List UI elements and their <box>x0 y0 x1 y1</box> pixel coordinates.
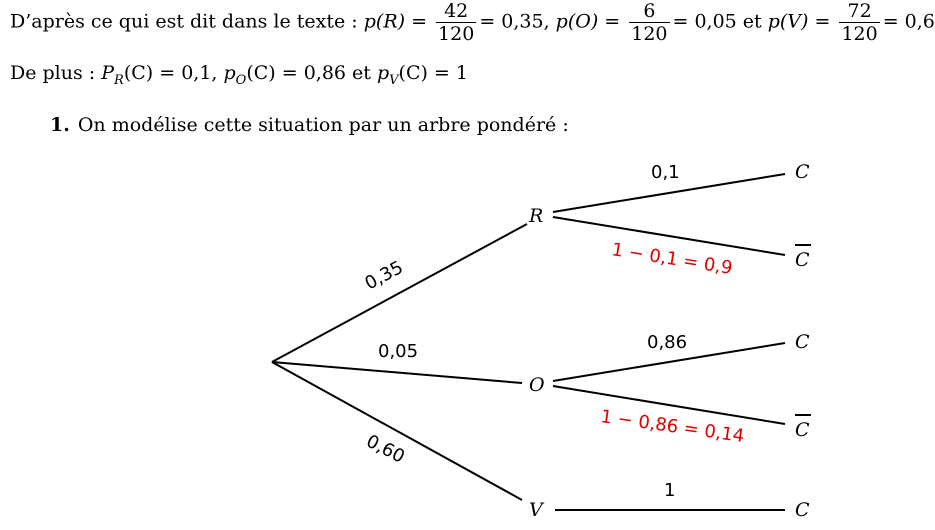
pOC-value: (C) = 0,86 et <box>246 62 377 84</box>
label-O-Cbar: 1 − 0,86 = 0,14 <box>599 406 746 448</box>
subscript-R: R <box>114 72 124 88</box>
node-O: O <box>529 374 545 396</box>
node-V: V <box>529 499 543 521</box>
label-O-C: 0,86 <box>647 332 688 353</box>
fraction-numerator: 42 <box>436 0 476 23</box>
pV-label: p(V) = <box>767 10 837 33</box>
intro-text: D’après ce qui est dit dans le texte : <box>10 10 364 33</box>
leaf-C-3: C <box>795 499 810 521</box>
fraction-numerator: 72 <box>839 0 879 23</box>
question-text: On modélise cette situation par un arbre pondéré : <box>77 114 569 136</box>
question-number: 1. <box>50 114 70 136</box>
pV-value: = 0,6 <box>882 10 935 33</box>
label-R-C: 0,1 <box>651 162 680 183</box>
pR-label: p(R) = <box>363 10 434 33</box>
pO-label: p(O) = <box>549 10 627 33</box>
label-V-C: 1 <box>664 480 676 501</box>
subscript-V: V <box>389 72 399 88</box>
branch-root-O <box>272 362 522 383</box>
leaf-C-1: C <box>795 161 810 183</box>
leaf-Cbar-2: C <box>795 419 810 441</box>
branch-root-V <box>272 362 522 500</box>
fraction-denominator: 120 <box>438 23 475 45</box>
fraction-denominator: 120 <box>841 23 878 45</box>
p-symbol: p <box>376 62 390 84</box>
de-plus-text: De plus : <box>10 62 102 84</box>
subscript-O: O <box>235 72 247 88</box>
P-symbol: P <box>101 62 115 84</box>
p-symbol: p <box>223 62 236 84</box>
fraction-denominator: 120 <box>631 23 668 45</box>
leaf-Cbar-1: C <box>795 249 810 271</box>
pO-value: = 0,05 et <box>672 10 768 33</box>
pR-value: = 0,35, <box>479 10 550 33</box>
branch-label-R: 0,35 <box>361 257 407 295</box>
leaf-C-2: C <box>795 331 810 353</box>
pRC-value: (C) = 0,1, <box>123 62 224 84</box>
node-R: R <box>529 205 544 227</box>
fraction-numerator: 6 <box>629 0 669 23</box>
pVC-value: (C) = 1 <box>398 62 468 84</box>
label-R-Cbar: 1 − 0,1 = 0,9 <box>610 239 734 279</box>
branch-label-O: 0,05 <box>378 341 419 362</box>
branch-label-V: 0,60 <box>362 430 408 468</box>
